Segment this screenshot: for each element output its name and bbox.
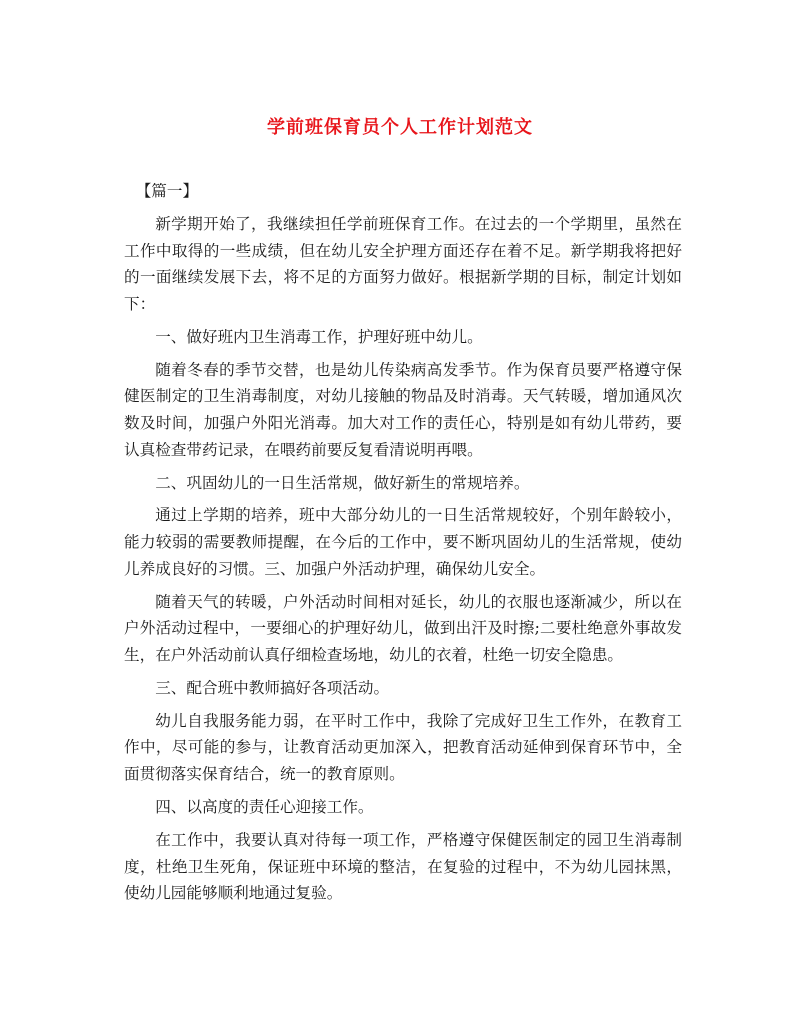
section-label: 【篇一】: [135, 182, 199, 200]
heading-2: 二、巩固幼儿的一日生活常规，做好新生的常规培养。: [155, 473, 530, 492]
paragraph-hygiene: 随着冬春的季节交替，也是幼儿传染病高发季节。作为保育员要严格遵守保健医制定的卫生消毒制度，对幼儿接触的物品及时消毒。天气转暖，增加通风次数及时间，加强户外阳光消毒。加大对工作的责任心，特别是如有幼儿带药，要认真检查带药记录，在喂药前要反复看清说明再喂。: [124, 360, 682, 459]
paragraph-activities: 幼儿自我服务能力弱，在平时工作中，我除了完成好卫生工作外，在教育工作中，尽可能的参与，让教育活动更加深入，把教育活动延伸到保育环节中，全面贯彻落实保育结合，统一的教育原则。: [124, 711, 682, 783]
document-body: [124, 178, 682, 907]
paragraph-intro: 新学期开始了，我继续担任学前班保育工作。在过去的一个学期里，虽然在工作中取得的一些成绩，但在幼儿安全护理方面还存在着不足。新学期我将把好的一面继续发展下去，将不足的方面努力做好。根据新学期的目标，制定计划如下：: [124, 214, 682, 313]
heading-4: 四、以高度的责任心迎接工作。: [155, 797, 374, 816]
document-title: 学前班保育员个人工作计划范文: [267, 117, 533, 138]
paragraph-routine: 通过上学期的培养，班中大部分幼儿的一日生活常规较好，个别年龄较小，能力较弱的需要教师提醒，在今后的工作中，要不断巩固幼儿的生活常规，使幼儿养成良好的习惯。三、加强户外活动护理，确保幼儿安全。: [124, 506, 682, 578]
heading-3: 三、配合班中教师搞好各项活动。: [155, 678, 390, 697]
heading-1: 一、做好班内卫生消毒工作，护理好班中幼儿。: [155, 327, 483, 346]
paragraph-responsibility: 在工作中，我要认真对待每一项工作，严格遵守保健医制定的园卫生消毒制度，杜绝卫生死角，保证班中环境的整洁，在复验的过程中，不为幼儿园抹黑，使幼儿园能够顺利地通过复验。: [124, 830, 682, 903]
paragraph-outdoor: 随着天气的转暖，户外活动时间相对延长，幼儿的衣服也逐渐减少，所以在户外活动过程中，一要细心的护理好幼儿，做到出汗及时擦;二要杜绝意外事故发生，在户外活动前认真仔细检查场地，幼儿的衣着，杜绝一切安全隐患。: [124, 592, 682, 664]
